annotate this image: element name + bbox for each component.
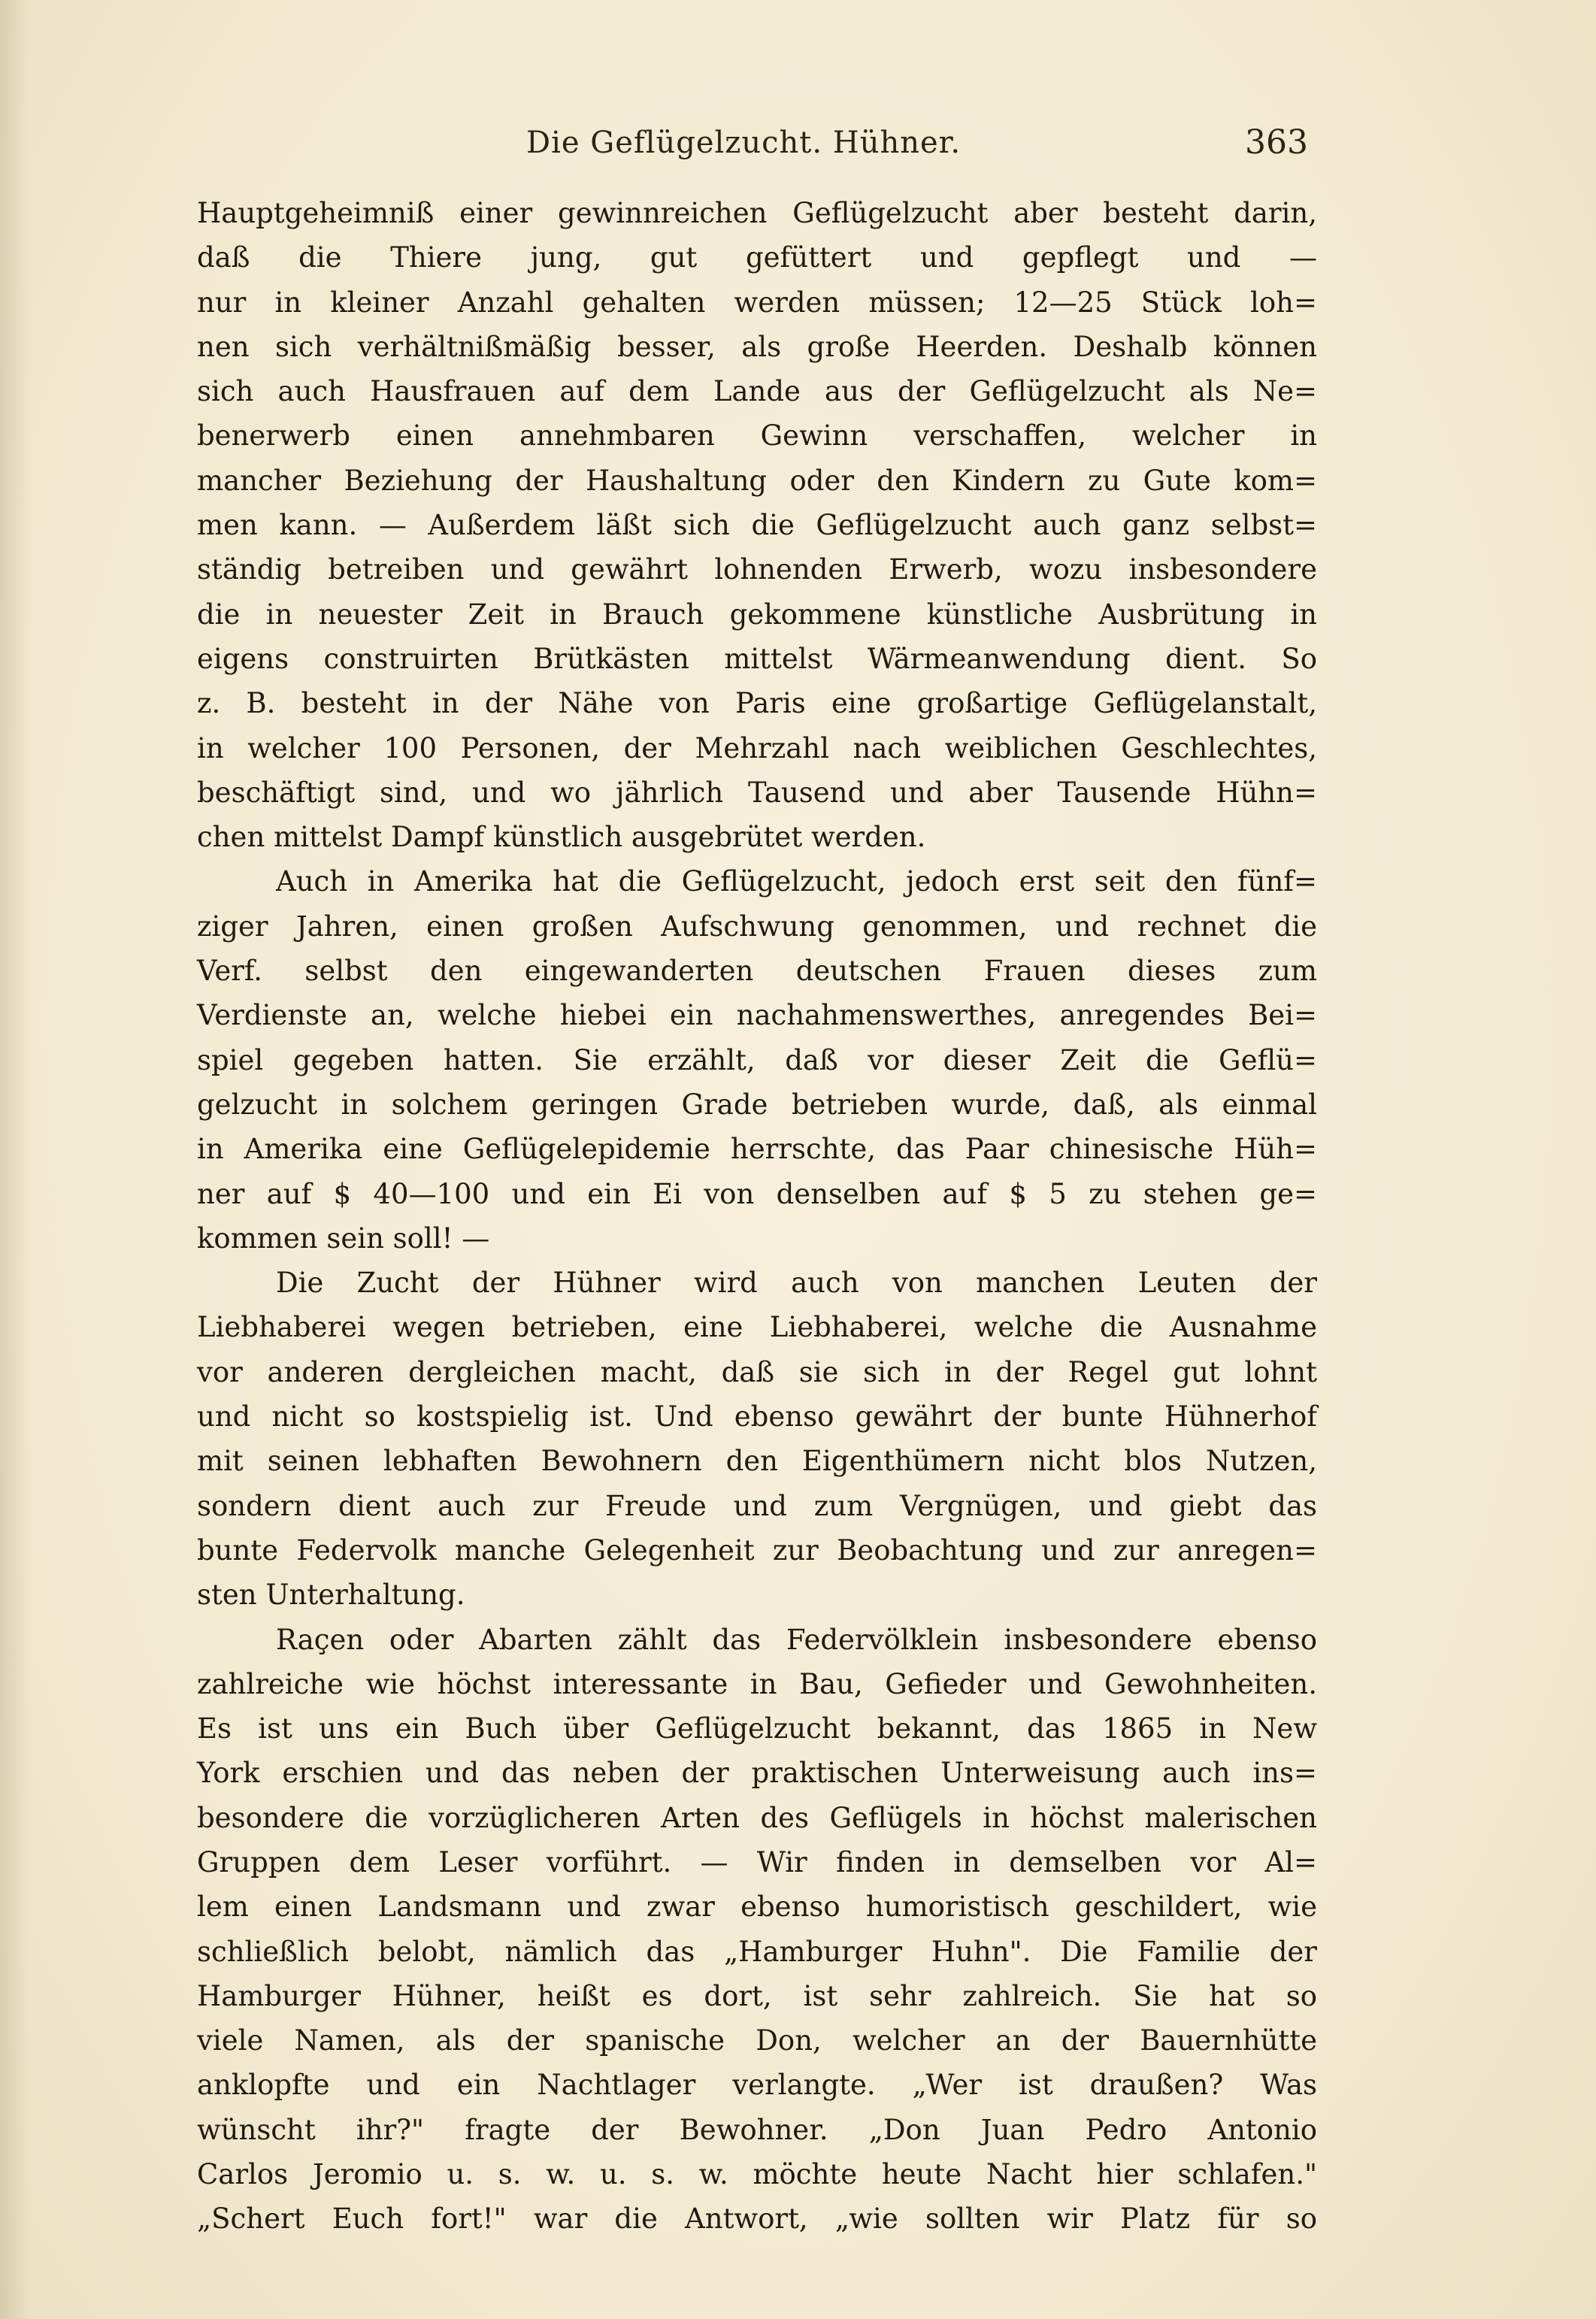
text-line: ziger Jahren, einen großen Aufschwung genommen, und rechnet die [197, 910, 1317, 943]
text-line: Es ist uns ein Buch über Geflügelzucht bekannt, das 1865 in New [197, 1712, 1317, 1745]
text-line: Verf. selbst den eingewanderten deutschen Frauen dieses zum [197, 955, 1317, 988]
text-line: Hauptgeheimniß einer gewinnreichen Geflügelzucht aber besteht darin, [197, 197, 1317, 229]
text-line: eigens construirten Brütkästen mittelst Wärmeanwendung dient. So [197, 642, 1317, 675]
text-line: zahlreiche wie höchst interessante in Bau, Gefieder und Gewohnheiten. [197, 1667, 1317, 1700]
text-line: mit seinen lebhaften Bewohnern den Eigenthümern nicht blos Nutzen, [197, 1445, 1317, 1478]
text-line: sich auch Hausfrauen auf dem Lande aus der Geflügelzucht als Ne= [197, 375, 1317, 408]
text-line: nur in kleiner Anzahl gehalten werden müssen; 12—25 Stück loh= [197, 286, 1317, 319]
text-line: Carlos Jeromio u. s. w. u. s. w. möchte heute Nacht hier schlafen." [197, 2158, 1317, 2191]
text-line: lem einen Landsmann und zwar ebenso humoristisch geschildert, wie [197, 1891, 1317, 1924]
paragraph-4 [197, 1618, 1317, 2242]
text-line: men kann. — Außerdem läßt sich die Geflügelzucht auch ganz selbst= [197, 509, 1317, 542]
text-line: viele Namen, als der spanische Don, welcher an der Bauernhütte [197, 2024, 1317, 2057]
paragraph-2 [197, 859, 1317, 1261]
text-line: besondere die vorzüglicheren Arten des Geflügels in höchst malerischen [197, 1801, 1317, 1834]
text-line: gelzucht in solchem geringen Grade betrieben wurde, daß, als einmal [197, 1088, 1317, 1121]
text-line: sten Unterhaltung. [197, 1579, 465, 1612]
text-line: benerwerb einen annehmbaren Gewinn verschaffen, welcher in [197, 419, 1317, 453]
text-line: z. B. besteht in der Nähe von Paris eine großartige Geflügelanstalt, [197, 687, 1317, 720]
text-line: Auch in Amerika hat die Geflügelzucht, jedoch erst seit den fünf= [276, 865, 1317, 898]
text-line: bunte Federvolk manche Gelegenheit zur Beobachtung und zur anregen= [197, 1533, 1317, 1567]
page-header [526, 120, 1308, 165]
text-line: Gruppen dem Leser vorführt. — Wir finden in demselben vor Al= [197, 1845, 1317, 1879]
text-line: in welcher 100 Personen, der Mehrzahl nach weiblichen Geschlechtes, [197, 731, 1317, 764]
text-line: Hamburger Hühner, heißt es dort, ist sehr zahlreich. Sie hat so [197, 1979, 1317, 2012]
paragraph-1 [197, 191, 1317, 859]
text-line: ner auf $ 40—100 und ein Ei von denselben auf $ 5 zu stehen ge= [197, 1177, 1317, 1210]
text-line: schließlich belobt, nämlich das „Hamburger Huhn". Die Familie der [197, 1935, 1317, 1968]
text-line: Liebhaberei wegen betrieben, eine Liebhaberei, welche die Ausnahme [197, 1311, 1317, 1344]
text-line: kommen sein soll! — [197, 1222, 490, 1255]
text-line: chen mittelst Dampf künstlich ausgebrütet werden. [197, 821, 926, 854]
running-title: Die Geflügelzucht. Hühner. [526, 126, 962, 160]
page-number: 363 [1245, 123, 1308, 162]
text-line: „Schert Euch fort!" war die Antwort, „wie sollten wir Platz für so [197, 2202, 1317, 2236]
text-line: vor anderen dergleichen macht, daß sie sich in der Regel gut lohnt [197, 1355, 1317, 1388]
text-line: York erschien und das neben der praktischen Unterweisung auch ins= [197, 1757, 1317, 1790]
text-line: sondern dient auch zur Freude und zum Vergnügen, und giebt das [197, 1489, 1317, 1522]
text-line: Verdienste an, welche hiebei ein nachahmenswerthes, anregendes Bei= [197, 999, 1317, 1032]
text-line: in Amerika eine Geflügelepidemie herrschte, das Paar chinesische Hüh= [197, 1133, 1317, 1166]
paragraph-3 [197, 1261, 1317, 1617]
text-line: daß die Thiere jung, gut gefüttert und gepflegt und — [197, 241, 1317, 274]
text-line: beschäftigt sind, und wo jährlich Tausend und aber Tausende Hühn= [197, 776, 1317, 809]
text-line: Die Zucht der Hühner wird auch von manchen Leuten der [276, 1267, 1317, 1300]
text-line: und nicht so kostspielig ist. Und ebenso gewährt der bunte Hühnerhof [197, 1400, 1317, 1433]
gutter-shadow [0, 0, 30, 2319]
body-text [197, 191, 1317, 2242]
text-line: Raçen oder Abarten zählt das Federvölklein insbesondere ebenso [276, 1623, 1317, 1656]
text-line: spiel gegeben hatten. Sie erzählt, daß vor dieser Zeit die Geflü= [197, 1043, 1317, 1076]
text-line: wünscht ihr?" fragte der Bewohner. „Don Juan Pedro Antonio [197, 2113, 1317, 2146]
text-line: mancher Beziehung der Haushaltung oder den Kindern zu Gute kom= [197, 464, 1317, 497]
text-line: ständig betreiben und gewährt lohnenden Erwerb, wozu insbesondere [197, 553, 1317, 586]
text-line: anklopfte und ein Nachtlager verlangte. „Wer ist draußen? Was [197, 2069, 1317, 2102]
text-line: die in neuester Zeit in Brauch gekommene künstliche Ausbrütung in [197, 598, 1317, 631]
text-line: nen sich verhältnißmäßig besser, als große Heerden. Deshalb können [197, 330, 1317, 363]
